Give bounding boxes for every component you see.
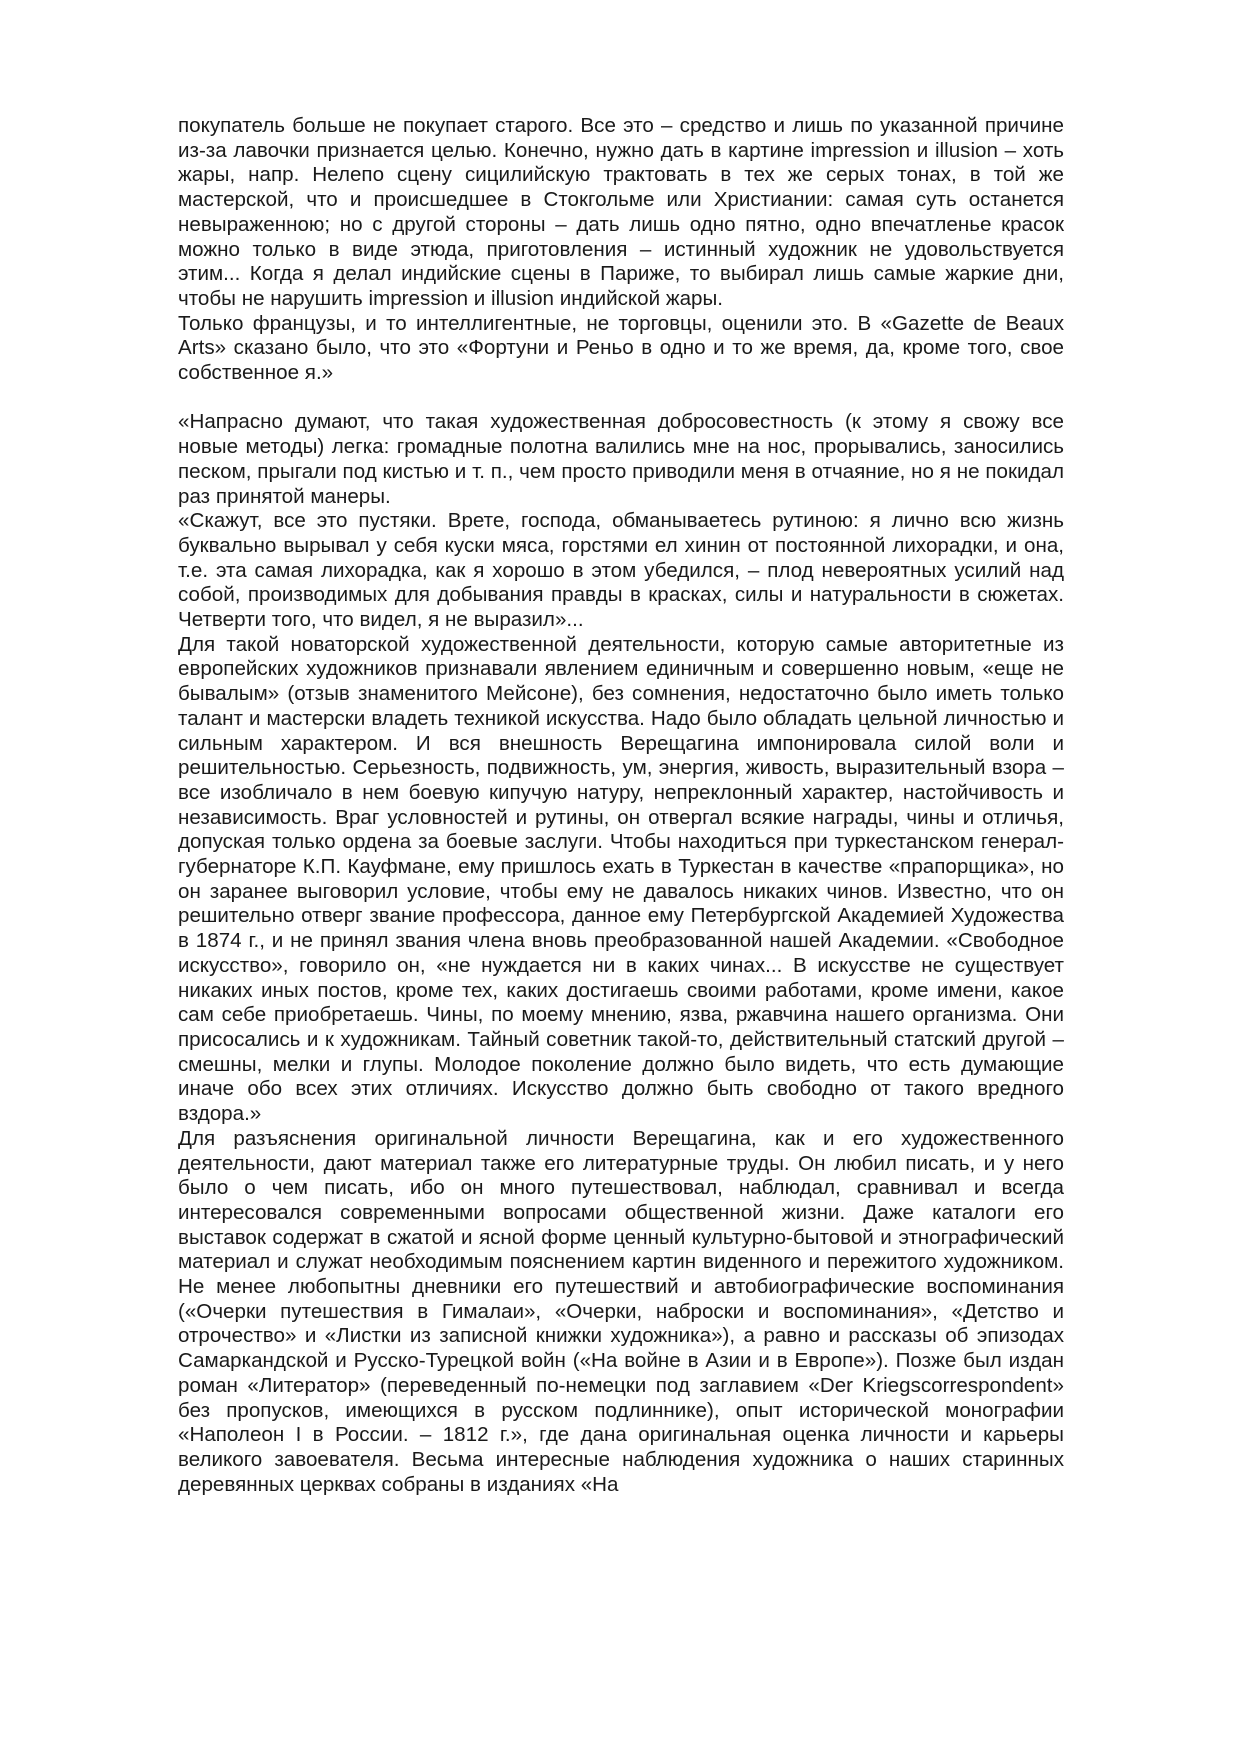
paragraph-spacer (178, 386, 1064, 411)
paragraph-1: покупатель больше не покупает старого. Все это – средство и лишь по указанной причине из-за лавочки признается целью. Конечно, нужно дать в картине impression и illusion – хоть жары, напр. Нелепо сцену сицилийскую трактовать в тех же серых тонах, в той же мастерской, что и происшедшее в Стокгольме или Христиании: самая суть останется невыраженною; но с другой стороны – дать лишь одно пятно, одно впечатленье красок можно только в виде этюда, приготовления – истинный художник не удовольствуется этим... Когда я делал индийские сцены в Париже, то выбирал лишь самые жаркие дни, чтобы не нарушить impression и illusion индийской жары. (178, 114, 1064, 310)
paragraph-6: Для разъяснения оригинальной личности Верещагина, как и его художественного деятельности, дают материал также его литературные труды. Он любил писать, и у него было о чем писать, ибо он много путешествовал, наблюдал, сравнивал и всегда интересовался современными вопросами общественной жизни. Даже каталоги его выставок содержат в сжатой и ясной форме ценный культурно-бытовой и этнографический материал и служат необходимым пояснением картин виденного и пережитого художником. Не менее любопытны дневники его путешествий и автобиографические воспоминания («Очерки путешествия в Гималаи», «Очерки, наброски и воспоминания», «Детство и отрочество» и «Листки из записной книжки художника»), а равно и рассказы об эпизодах Самаркандской и Русско-Турецкой войн («На войне в Азии и в Европе»). Позже был издан роман «Литератор» (переведенный по-немецки под заглавием «Der Kriegscorrespondent» без пропусков, имеющихся в русском подлиннике), опыт исторической монографии «Наполеон I в России. – 1812 г.», где дана оригинальная оценка личности и карьеры великого завоевателя. Весьма интересные наблюдения художника о наших старинных деревянных церквах собраны в изданиях «На (178, 1126, 1064, 1496)
paragraph-3: «Напрасно думают, что такая художественная добросовестность (к этому я свожу все новые методы) легка: громадные полотна валились мне на нос, прорывались, заносились песком, прыгали под кистью и т. п., чем просто приводили меня в отчаяние, но я не покидал раз принятой манеры. (178, 410, 1064, 508)
paragraph-4: «Скажут, все это пустяки. Врете, господа, обманываетесь рутиною: я лично всю жизнь буквально вырывал у себя куски мяса, горстями ел хинин от постоянной лихорадки, и она, т.е. эта самая лихорадка, как я хорошо в этом убедился, – плод невероятных усилий над собой, производимых для добывания правды в красках, силы и натуральности в сюжетах. Четверти того, что видел, я не выразил»... (178, 509, 1064, 632)
paragraph-5: Для такой новаторской художественной деятельности, которую самые авторитетные из европейских художников признавали явлением единичным и совершенно новым, «еще не бывалым» (отзыв знаменитого Мейсоне), без сомнения, недостаточно было иметь только талант и мастерски владеть техникой искусства. Надо было обладать цельной личностью и сильным характером. И вся внешность Верещагина импонировала силой воли и решительностью. Серьезность, подвижность, ум, энергия, живость, выразительный взора – все изобличало в нем боевую кипучую натуру, непреклонный характер, настойчивость и независимость. Враг условностей и рутины, он отвергал всякие награды, чины и отличья, допуская только ордена за боевые заслуги. Чтобы находиться при туркестанском генерал-губернаторе К.П. Кауфмане, ему пришлось ехать в Туркестан в качестве «прапорщика», но он заранее выговорил условие, чтобы ему не давалось никаких чинов. Известно, что он решительно отверг звание профессора, данное ему Петербургской Академией Художества в 1874 г., и не принял звания члена вновь преобразованной нашей Академии. «Свободное искусство», говорило он, «не нуждается ни в каких чинах... В искусстве не существует никаких иных постов, кроме тех, каких достигаешь своими работами, кроме имени, какое сам себе приобретаешь. Чины, по моему мнению, язва, ржавчина нашего организма. Они присосались и к художникам. Тайный советник такой-то, действительный статский другой – смешны, мелки и глупы. Молодое поколение должно было видеть, что есть думающие иначе обо всех этих отличиях. Искусство должно быть свободно от такого вредного вздора.» (178, 632, 1064, 1126)
paragraph-2: Только французы, и то интеллигентные, не торговцы, оценили это. В «Gazette de Beaux Arts» сказано было, что это «Фортуни и Реньо в одно и то же время, да, кроме того, свое собственное я.» (178, 311, 1064, 385)
document-page (178, 114, 1064, 1497)
